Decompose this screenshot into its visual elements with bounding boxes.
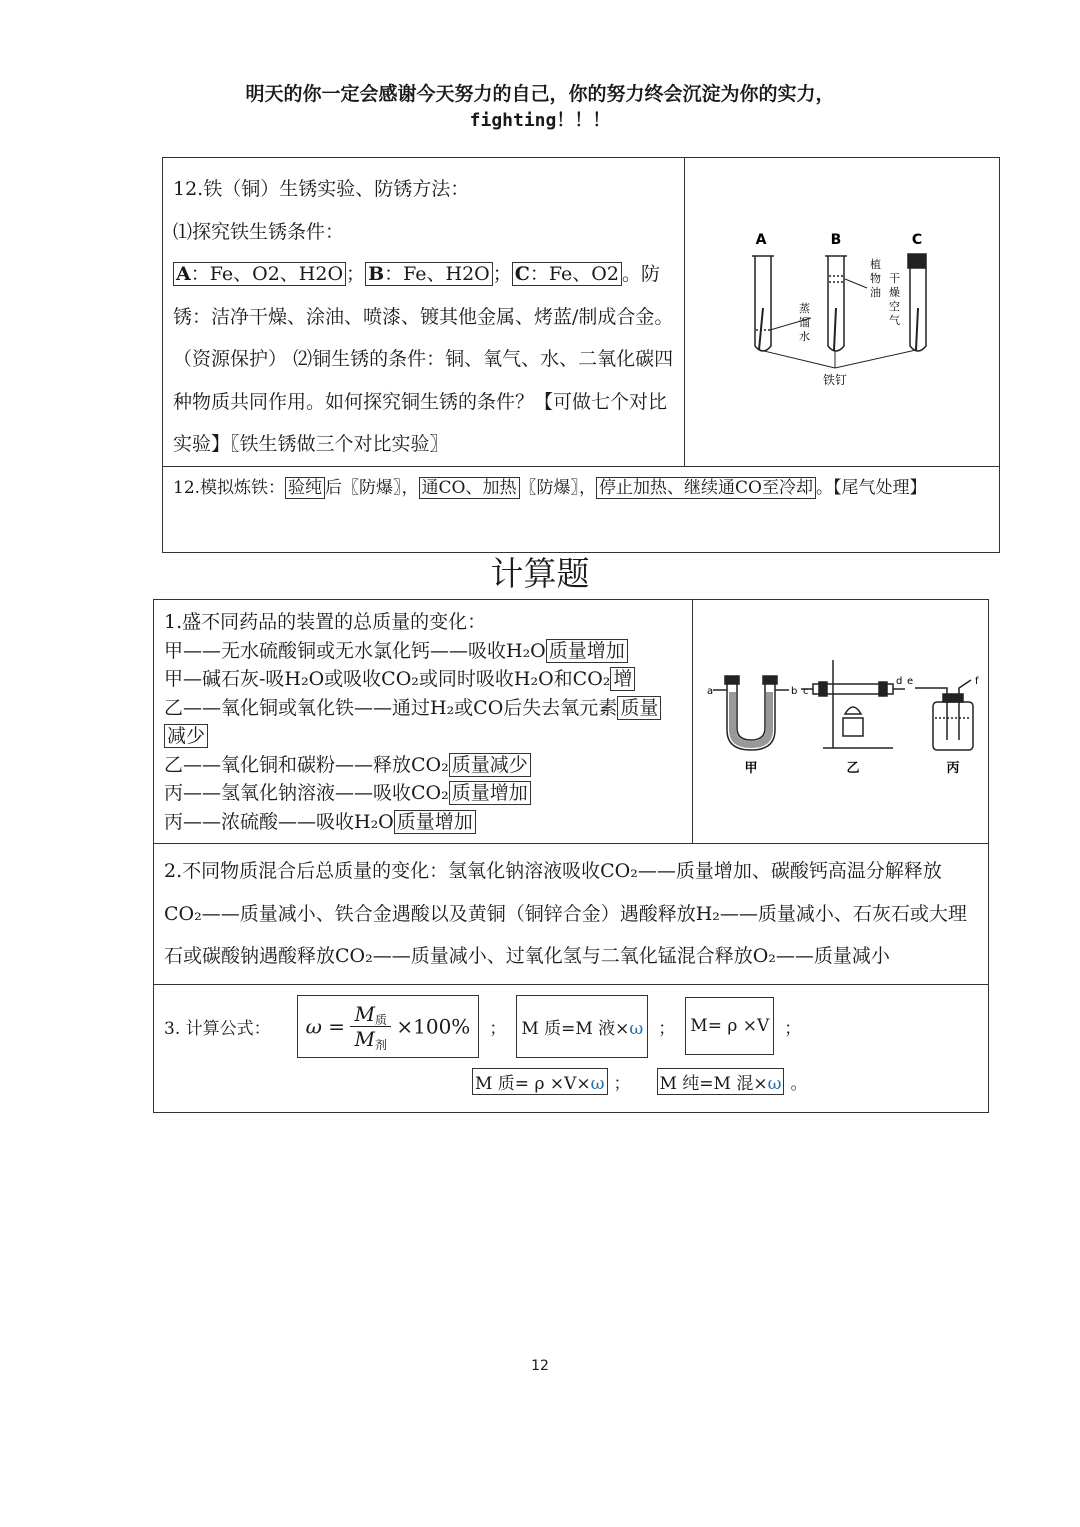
smelting-cell: 12.模拟炼铁： 验纯 后〖防爆〗， 通CO、加热 〖防爆〗， 停止加热、继续通CO至冷却 。【尾气处理】 [163, 466, 1000, 552]
mass-change-cell [154, 600, 693, 844]
smelt-step-3: 停止加热、继续通CO至冷却 [596, 477, 816, 499]
smelt-step-1: 验纯 [285, 477, 325, 499]
tube-a-label: A [755, 232, 767, 248]
port-f: f [975, 676, 979, 687]
formula-cell: 3. 计算公式： ω = $M_质$ $M_剂$ ×100% ； M 质=M 液×ω ； M= ρ ×V ； M 质= ρ ×V×ω ； M 纯=M 混×ω 。 [154, 984, 989, 1112]
formula-label: 3. 计算公式： [164, 1018, 271, 1039]
calc-table [153, 599, 989, 1113]
mixture-text: 2.不同物质混合后总质量的变化：氢氧化钠溶液吸收CO₂——质量增加、碳酸钙高温分解释放CO₂——质量减小、铁合金遇酸以及黄铜（铜锌合金）遇酸释放H₂——质量减小、石灰石或大理石或碳酸钠遇酸释放CO₂——质量减小、过氧化氢与二氧化锰混合释放O₂——质量减小 [164, 860, 967, 967]
svg-text:物: 物 [870, 272, 881, 285]
prevent-text: 。防锈：洁净干燥、涂油、喷漆、镀其他金属、烤蓝/制成合金。（资源保护） [173, 263, 674, 370]
formula-density-mass: M= ρ ×V [685, 997, 774, 1055]
rust-paragraph: A：Fe、O2、H2O ； B：Fe、H2O ； C：Fe、O2 。防锈：洁净干燥、涂油、喷漆、镀其他金属、烤蓝/制成合金。（资源保护） ⑵铜生锈的条件：铜、氧气、水、二氧化碳四种物质共同作用。如何探究铜生锈的条件？【可做七个对比实验】〖铁生锈做三个对比实验〗 [173, 263, 674, 455]
formula-solute-mass: M 质=M 液×ω [516, 995, 648, 1058]
mass-line: 乙——氧化铜或氧化铁——通过H₂或CO后失去氧元素 质量 [164, 694, 682, 723]
formula-mass-fraction: ω = $M_质$ $M_剂$ ×100% [297, 995, 480, 1058]
motto-line-1: 明天的你一定会感谢今天努力的自己，你的努力终会沉淀为你的实力， [245, 83, 835, 105]
tube-c-label: C [911, 232, 923, 248]
nail-label: 铁钉 [822, 373, 848, 387]
svg-text:水: 水 [799, 330, 810, 343]
mass-line: 乙——氧化铜和碳粉——释放CO₂ 质量减少 [164, 751, 682, 780]
port-b: b [791, 686, 798, 697]
svg-text:油: 油 [870, 286, 881, 299]
condition-b: B：Fe、H2O [365, 262, 493, 286]
water-label: 蒸 [799, 302, 810, 315]
svg-text:空: 空 [889, 300, 900, 313]
rust-test-tubes-diagram [685, 158, 998, 454]
tube-b-label: B [830, 232, 842, 248]
mass-line: 丙——氢氧化钠溶液——吸收CO₂ 质量增加 [164, 779, 682, 808]
port-d: d [896, 676, 903, 687]
rust-table [162, 157, 1000, 553]
mass-line: 丙——浓硫酸——吸收H₂O 质量增加 [164, 808, 682, 837]
wash-bottle [915, 680, 973, 750]
section-title: 计算题 [490, 554, 590, 593]
formula-pure-mass: M 纯=M 混×ω [657, 1068, 785, 1095]
label-yi: 乙 [846, 761, 860, 776]
rust-diagram-cell [685, 158, 1000, 467]
svg-text:气: 气 [889, 314, 900, 327]
heated-tube [801, 660, 905, 748]
label-jia: 甲 [744, 761, 758, 776]
label-bing: 丙 [946, 761, 960, 776]
apparatus-diagram [693, 600, 987, 839]
rust-text-cell [163, 158, 685, 467]
condition-c: C：Fe、O2 [512, 262, 622, 286]
rust-heading: 12.铁（铜）生锈实验、防锈方法： [173, 178, 470, 200]
page-number: 12 [531, 1358, 549, 1374]
mixture-cell [154, 844, 989, 985]
svg-text:燥: 燥 [889, 286, 900, 299]
motto-line-2: fighting！！！ [469, 110, 611, 131]
tube-a [752, 256, 774, 351]
rust-subheading: ⑴探究铁生锈条件： [173, 220, 345, 243]
dry-air-label: 干 [889, 272, 900, 285]
condition-a: A：Fe、O2、H2O [173, 262, 346, 286]
apparatus-cell [693, 600, 989, 844]
mass-line: 甲——无水硫酸铜或无水氯化钙——吸收H₂O 质量增加 [164, 637, 682, 666]
svg-text:馏: 馏 [799, 316, 810, 329]
mass-line: 甲—碱石灰-吸H₂O或吸收CO₂或同时吸收H₂O和CO₂ 增 [164, 665, 682, 694]
tube-b [825, 256, 847, 351]
copper-text: ⑵铜生锈的条件：铜、氧气、水、二氧化碳四种物质共同作用。如何探究铜生锈的条件？【可做七个对比实验】〖铁生锈做三个对比实验〗 [173, 348, 674, 455]
smelt-step-2: 通CO、加热 [419, 477, 520, 499]
u-tube [713, 676, 789, 750]
mass-heading: 1.盛不同药品的装置的总质量的变化： [164, 611, 487, 633]
smelt-heading: 12.模拟炼铁： [173, 477, 286, 498]
port-e: e [907, 676, 914, 687]
tube-c [908, 254, 926, 351]
formula-solute-density: M 质= ρ ×V×ω [472, 1068, 608, 1095]
port-c: c [803, 686, 809, 697]
oil-label: 植 [870, 258, 881, 271]
port-a: a [707, 686, 714, 697]
mass-line: 减少 [164, 722, 682, 751]
